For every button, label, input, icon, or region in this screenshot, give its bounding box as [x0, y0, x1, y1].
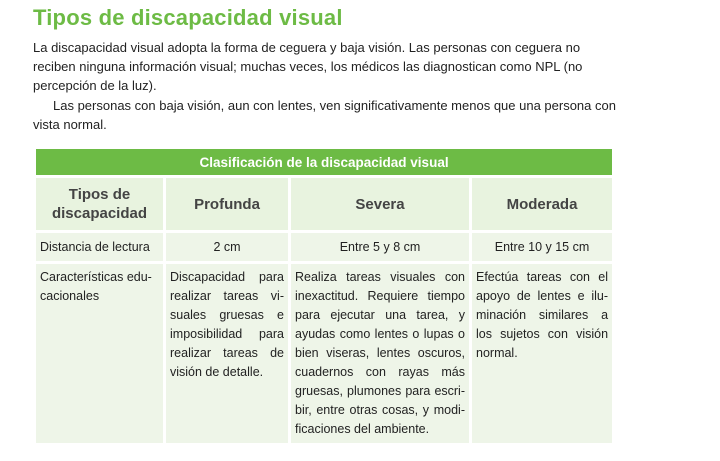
table-row [36, 233, 612, 261]
cell-moderada-distancia: Entre 10 y 15 cm [472, 233, 612, 261]
table-row [36, 264, 612, 443]
cell-severa-caracteristicas: Realiza tareas visuales con inexactitud. Requiere tiempo para ejecutar una tarea, y ayudas como lentes o lupas o bien viseras, lentes oscuros, cuadernos con rayas más gruesas, plumones para escri-bir, entre otras cosas, y modi-ficaciones del ambiente. [291, 264, 469, 443]
cell-profunda-distancia: 2 cm [166, 233, 288, 261]
row-label-distancia: Distancia de lectura [36, 233, 163, 261]
header-tipos: Tipos de discapacidad [36, 178, 163, 230]
header-severa: Severa [291, 178, 469, 230]
table-caption: Clasificación de la discapacidad visual [36, 149, 612, 175]
low-vision-paragraph: Las personas con baja visión, aun con lentes, ven significativamente menos que una persona con vista normal. [33, 98, 616, 132]
cell-severa-distancia: Entre 5 y 8 cm [291, 233, 469, 261]
cell-moderada-caracteristicas: Efectúa tareas con el apoyo de lentes e ilu-minación similares a los sujetos con visión normal. [472, 264, 612, 443]
classification-table [33, 146, 615, 446]
table-header-row [36, 178, 612, 230]
cell-profunda-caracteristicas: Discapacidad para realizar tareas vi-suales gruesas e imposibilidad para realizar tareas de visión de detalle. [166, 264, 288, 443]
header-profunda: Profunda [166, 178, 288, 230]
intro-paragraph: La discapacidad visual adopta la forma de ceguera y baja visión. Las personas con ceguera no reciben ninguna información visual; muchas veces, los médicos las diagnostican como NPL (no percepción de la luz). [33, 40, 583, 93]
header-moderada: Moderada [472, 178, 612, 230]
page-title: Tipos de discapacidad visual [33, 5, 343, 30]
row-label-caracteristicas: Características edu-cacionales [36, 264, 163, 443]
